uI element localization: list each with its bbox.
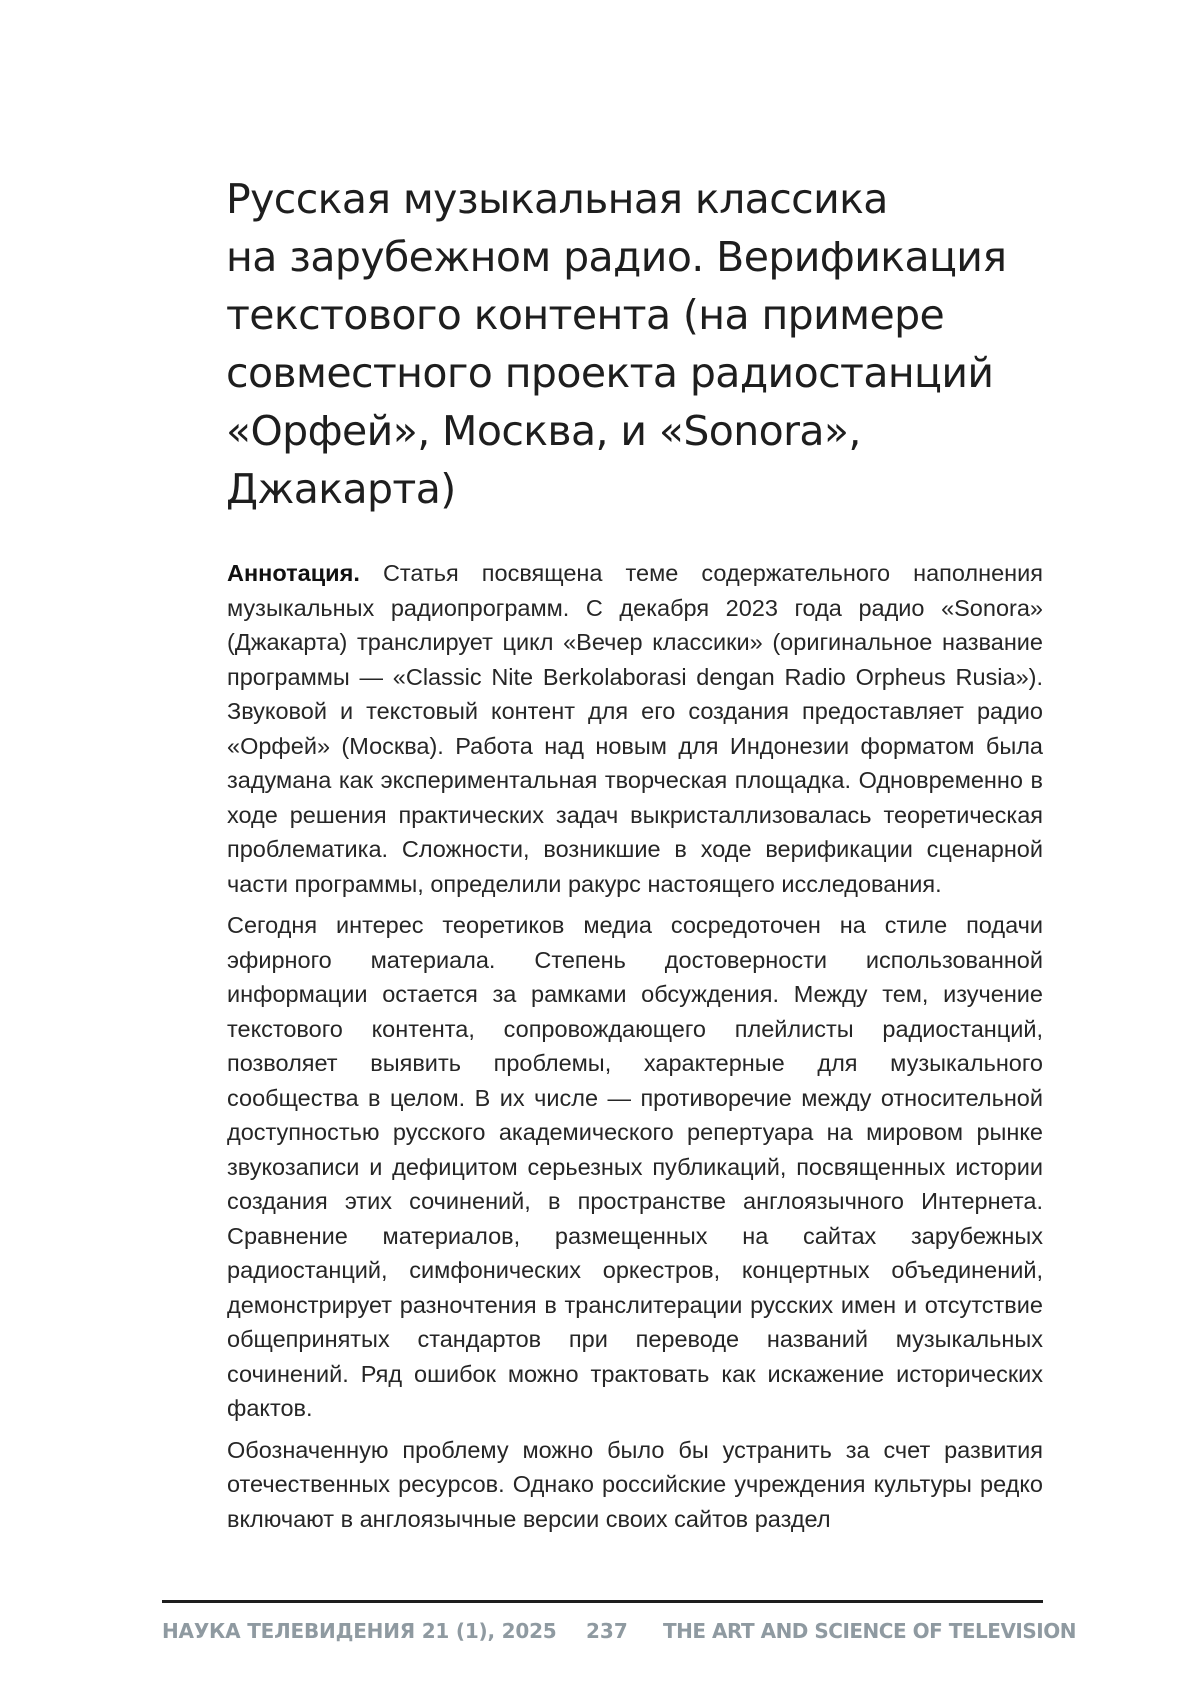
- abstract-paragraph: [227, 556, 1043, 901]
- body-paragraph: Сегодня интерес теоретиков медиа сосредоточен на стиле подачи эфирного материала. Степень достоверности использованной информации остается за рамками обсуждения. Между тем, изучение текстового контента, сопровождающего плейлисты радиостанций, позволяет выявить проблемы, характерные для музыкального сообщества в целом. В их числе — противоречие между относительной доступностью русского академического репертуара на мировом рынке звукозаписи и дефицитом серьезных публикаций, посвященных истории создания этих сочинений, в пространстве англоязычного Интернета. Сравнение материалов, размещенных на сайтах зарубежных радиостанций, симфонических оркестров, концертных объединений, демонстрирует разночтения в транслитерации русских имен и отсутствие общепринятых стандартов при переводе названий музыкальных сочинений. Ряд ошибок можно трактовать как искажение исторических фактов.: [227, 912, 1043, 1421]
- title-line: на зарубежном радио. Верификация: [226, 233, 1007, 281]
- footer-journal-title-ru: НАУКА ТЕЛЕВИДЕНИЯ 21 (1), 2025: [162, 1619, 557, 1643]
- footer-divider: [162, 1600, 1043, 1603]
- article-title: [226, 170, 1046, 518]
- abstract-label: Аннотация.: [227, 560, 360, 586]
- body-paragraph: Обозначенную проблему можно было бы устранить за счет развития отечественных ресурсов. Однако российские учреждения культуры редко включают в англоязычные версии своих сайтов раздел: [227, 1436, 1043, 1532]
- title-line: текстового контента (на примере: [226, 291, 945, 339]
- title-line: Русская музыкальная классика: [226, 175, 888, 223]
- title-line: совместного проекта радиостанций: [226, 349, 994, 397]
- title-line: Джакарта): [226, 465, 456, 513]
- article-body: [227, 556, 1043, 1543]
- page-number: 237: [586, 1619, 628, 1643]
- footer-journal-title-en: THE ART AND SCIENCE OF TELEVISION: [663, 1619, 1076, 1643]
- title-line: «Орфей», Москва, и «Sonora»,: [226, 407, 861, 455]
- abstract-text: Статья посвящена теме содержательного наполнения музыкальных радиопрограмм. С декабря 2023 года радио «Sonora» (Джакарта) транслирует цикл «Вечер классики» (оригинальное название программы — «Classic Nite Berkolaborasi dengan Radio Orpheus Rusia»). Звуковой и текстовый контент для его создания предоставляет радио «Орфей» (Москва). Работа над новым для Индонезии форматом была задумана как экспериментальная творческая площадка. Одновременно в ходе решения практических задач выкристаллизовалась теоретическая проблематика. Сложности, возникшие в ходе верификации сценарной части программы, определили ракурс настоящего исследования.: [227, 560, 1044, 897]
